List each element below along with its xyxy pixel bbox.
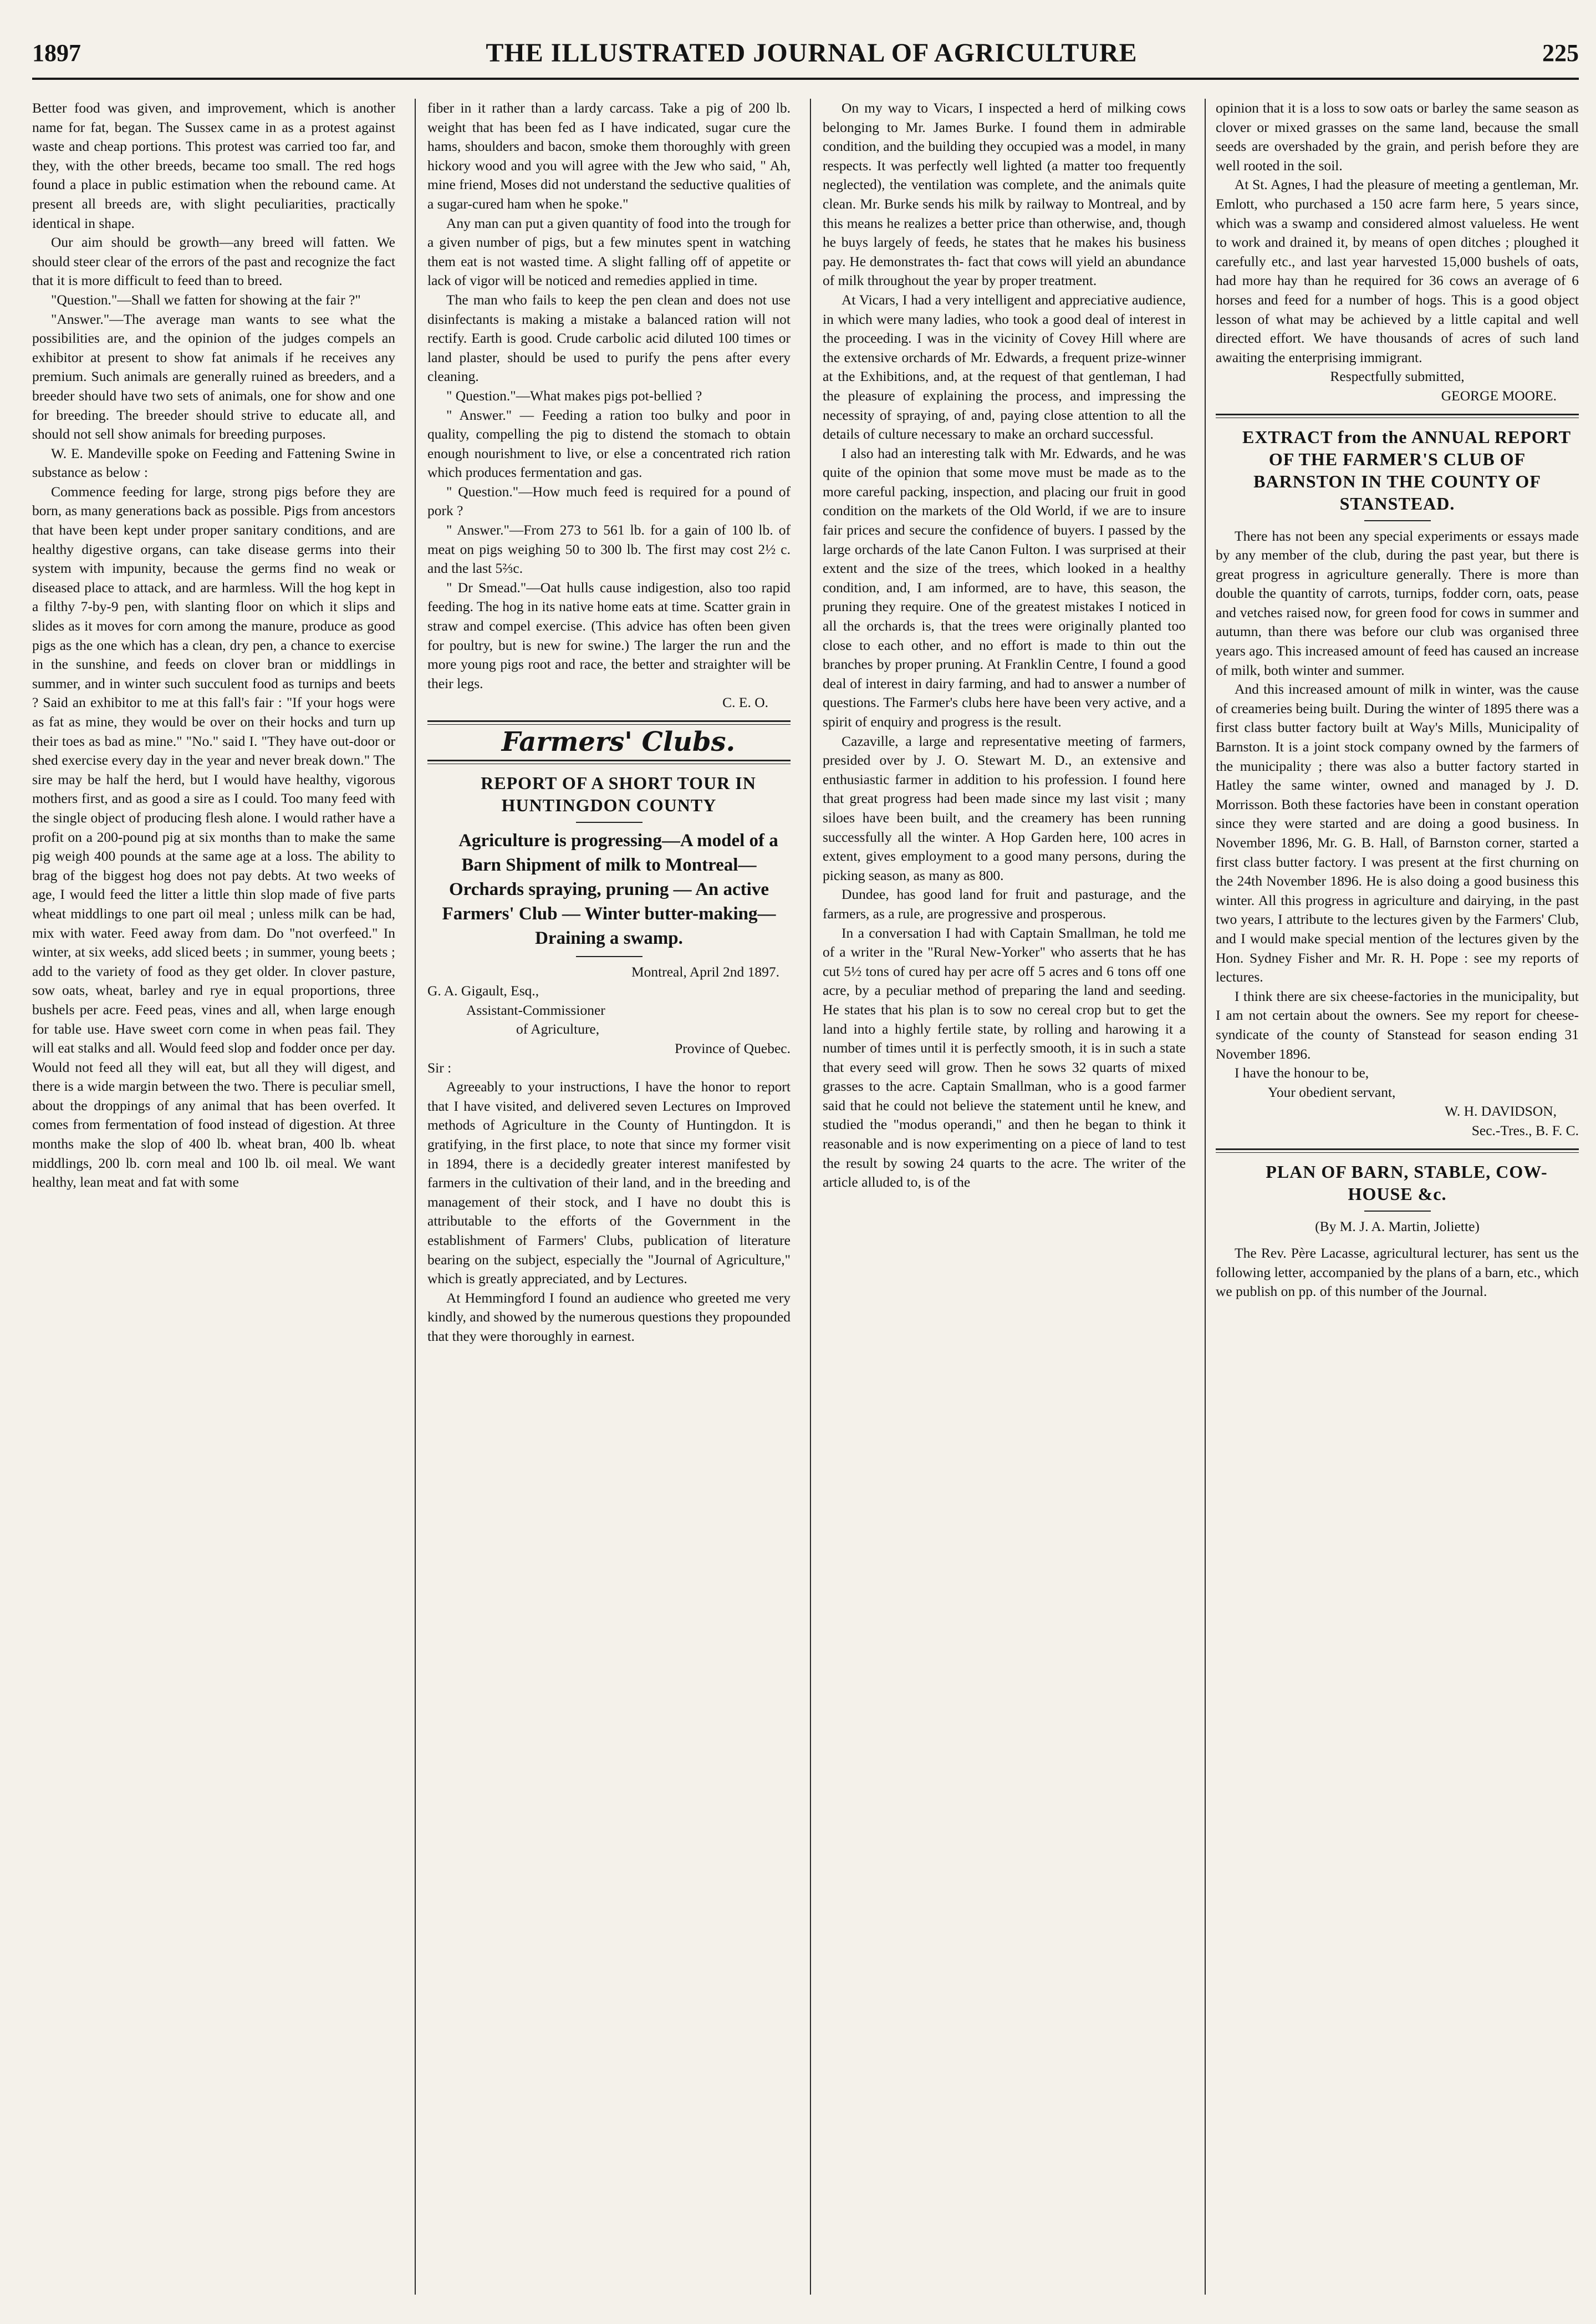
- short-rule: [576, 822, 643, 823]
- paragraph: Any man can put a given quantity of food into the trough for a given number of pigs, but a few minutes spent in watching them eat is not wasted time. A slight falling off of appetite or lack of vigor will be noticed and remedies applied in time.: [427, 215, 791, 289]
- address-line: of Agriculture,: [516, 1021, 600, 1038]
- page-number: 225: [1542, 39, 1579, 67]
- section-divider: [427, 760, 791, 764]
- address-line: G. A. Gigault, Esq.,: [427, 983, 539, 999]
- paragraph: I have the honour to be,: [1235, 1065, 1369, 1081]
- column-rule: [1205, 99, 1206, 2295]
- paragraph: " Answer." — Feeding a ration too bulky and poor in quality, compelling the pig to distend the stomach to obtain enough nourishment to live, or else a concentrated rich ration which produces fermentation and gas.: [427, 406, 791, 481]
- dateline: Montreal, April 2nd 1897.: [631, 963, 779, 980]
- paragraph: " Dr Smead."—Oat hulls cause indigestion, also too rapid feeding. The hog in its native home eats at time. Scatter grain in straw and compel exercise. (This advice has often been given for poultry, but is new for swine.) The larger the run and the more young pigs root and race, the better and straighter will be their legs.: [427, 579, 791, 691]
- signature: C. E. O.: [722, 694, 768, 711]
- closing: Respectfully submitted,: [1330, 368, 1465, 385]
- article-subtitle: Agriculture is progressing—A model of a Barn Shipment of milk to Montreal— Orchards spraying, pruning — An active Farmers' Club — Winter butter-making—Draining a swamp.: [442, 830, 778, 948]
- address-line: Province of Quebec.: [675, 1040, 791, 1056]
- paragraph: Commence feeding for large, strong pigs before they are born, as many generations back as possible. Pigs from ancestors that have been kept under proper sanitary conditions, and are healthy digestive organs, can take disease germs into their system with impunity, because the germs find no weak or diseased place to attack, and are harmless. Will the hog kept in a filthy 7-by-9 pen, with slanting floor on which it slips and slides as it moves for corn among the manure, produce as good pigs as the one which has a clean, dry pen, a chance to exercise in the sunshine, and feeds on clover bran or middlings in summer, and in winter such succulent food as turnips and beets ? Said an exhibitor to me at this fall's fair : "If your hogs were as fat as mine, they would be over on their hocks and turn up their toes as bad as mine." "No." said I. "They have out-door or shed exercise every day in the year and never break down." The sire may be half the herd, but I would have healthy, vigorous mothers first, and as good a sire as I could. Too many feed with the single object of producing flesh alone. I would rather have a profit on a 200-pound pig at six months than to make the same pig weigh 400 pounds at the same age at a loss. The ability to brag of the biggest hog does not pay debts. At two weeks of age, I would feed the litter a little thin slop made of five parts wheat middlings to one part oil meal ; unless milk can be had, mix with water. Feed away from dam. Do "not overfeed." In winter, at six weeks, add sliced beets ; in summer, young beets ; add to the variety of food as they get older. In clover pasture, sow oats, wheat, barley and rye in equal proportions, three bushels per acre. Feed peas, vines and all, when large enough for table use. Have sweet corn come in when peas fail. They will eat stalks and all. Would feed slop and fodder once per day. Would not feed all they will eat, but all they will digest, and there is a wide margin between the two. There is peculiar smell, about the droppings of any animal that has been overfed. It comes from fermentation of food instead of digestion. At three months make the slop of 400 lb. wheat bran, 400 lb. wheat middlings, 200 lb. corn meal and 100 lb. oil meal. We want healthy, lean meat and fat with some: [32, 483, 395, 1191]
- masthead: [32, 28, 1579, 80]
- article-title: EXTRACT from the ANNUAL REPORT OF THE FARMER'S CLUB OF BARNSTON IN THE COUNTY OF STANSTEAD.: [1242, 426, 1572, 513]
- paragraph: fiber in it rather than a lardy carcass. Take a pig of 200 lb. weight that has been fed as I have indicated, sugar cure the hams, shoulders and bacon, smoke them thoroughly with green hickory wood and you will agree with the Jew who said, " Ah, mine friend, Moses did not understand the seductive qualities of a sugar-cured ham when he spoke.": [427, 100, 791, 212]
- signature-title: Sec.-Tres., B. F. C.: [1471, 1122, 1579, 1138]
- paragraph: "Question."—Shall we fatten for showing at the fair ?": [51, 291, 361, 308]
- paragraph: Cazaville, a large and representative meeting of farmers, presided over by J. O. Stewart M. D., an extensive and enthusiastic farmer in addition to his profession. I found here that great progress had been made since my last visit ; many siloes have been built, and the creamery has been running successfully all the winter. A Hop Garden here, 100 acres in extent, gives employment to a good many persons, during the picking season, as many as 800.: [823, 733, 1186, 883]
- paragraph: Better food was given, and improvement, which is another name for fat, began. The Sussex came in as a protest against waste and cheap portions. This protest was carried too far, and they, with the other breeds, became too small. The red hogs found a place in public estimation when the rebound came. At present all breeds are, with slight peculiarities, practically identical in shape.: [32, 100, 395, 231]
- column-3: [823, 99, 1186, 2295]
- year: 1897: [32, 39, 81, 67]
- paragraph: The man who fails to keep the pen clean and does not use disinfectants is making a mistake a balanced ration will not rectify. Earth is good. Crude carbolic acid diluted 100 times or land plaster, should be used to purify the pens after every cleaning.: [427, 291, 791, 385]
- paragraph: At Hemmingford I found an audience who greeted me very kindly, and showed by the numerous questions they propounded that they were thoroughly in earnest.: [427, 1289, 791, 1344]
- address-line: Assistant-Commissioner: [466, 1001, 605, 1018]
- section-heading: Farmers' Clubs.: [501, 726, 736, 757]
- column-4: [1216, 99, 1579, 2295]
- signature: W. H. DAVIDSON,: [1445, 1103, 1557, 1120]
- section-divider: [1216, 1148, 1579, 1153]
- column-rule: [415, 99, 416, 2295]
- paragraph: At St. Agnes, I had the pleasure of meeting a gentleman, Mr. Emlott, who purchased a 150 acre farm here, 5 years since, which was a swamp and considered almost valueless. He went to work and drained it, by means of open ditches ; ploughed it carefully etc., and last year harvested 15,000 bushels of oats, had more hay than he required for 36 cows an average of 6 horses and feed for a number of hogs. This is a good object lesson of what may be achieved by a little capital and well directed effort. We have thousands of acres of such land awaiting the enterprising immigrant.: [1216, 176, 1579, 365]
- paragraph: Dundee, has good land for fruit and pasturage, and the farmers, as a rule, are progressive and prosperous.: [823, 886, 1186, 922]
- paragraph: " Question."—How much feed is required for a pound of pork ?: [427, 483, 791, 519]
- paragraph: At Vicars, I had a very intelligent and appreciative audience, in which were many ladies, who took a good deal of interest in the proceeding. I was in the vicinity of Covey Hill where are the extensive orchards of Mr. Edwards, a frequent prize-winner at the Exhibitions, and, at the request of that gentleman, I had the pleasure of explaining the process, and impressing the necessity of spraying, of and, paying close attention to all the details of culture necessary to make an orchard successful.: [823, 291, 1186, 443]
- paragraph: And this increased amount of milk in winter, was the cause of creameries being built. During the winter of 1895 there was a first class butter factory built at Way's Mills, Municipality of Barnston. It is a joint stock company owned by the farmers of the municipality ; there was also a butter factory started in Hatley the same winter, owned and managed by J. D. Morrisson. Both these factories have been in constant operation since they were started and are doing a good business. In November 1896, Mr. G. B. Hall, of Barnston corner, started a first class butter factory. I was present at the first churning on the 24th November 1896. He is also doing a good business this winter. All this progress in agriculture and dairying, in the past two years, I attribute to the lectures given by the Farmers' Club, and I would make special mention of the lectures given by the Hon. Sydney Fisher and Mr. R. H. Pope : see my reports of lectures.: [1216, 681, 1579, 985]
- journal-title: THE ILLUSTRATED JOURNAL OF AGRICULTURE: [486, 38, 1138, 68]
- paragraph: Your obedient servant,: [1268, 1084, 1396, 1100]
- paragraph: Our aim should be growth—any breed will fatten. We should steer clear of the errors of the past and recognize the fact that it is more difficult to feed than to breed.: [32, 234, 395, 289]
- paragraph: The Rev. Père Lacasse, agricultural lecturer, has sent us the following letter, accompanied by the plans of a barn, etc., which we publish on pp. of this number of the Journal.: [1216, 1245, 1579, 1300]
- column-2: [427, 99, 791, 2295]
- paragraph: W. E. Mandeville spoke on Feeding and Fattening Swine in substance as below :: [32, 445, 395, 481]
- paragraph: Agreeably to your instructions, I have the honor to report that I have visited, and delivered seven Lectures on Improved methods of Agriculture in the County of Huntingdon. It is gratifying, in the first place, to note that since my former visit in 1894, there is a decidedly greater interest manifested by farmers in the cultivation of their land, and in the breeding and management of their stock, and I have no doubt this is attributable to the efforts of the Government in the establishment of Farmers' Clubs, publication of literature bearing on the subject, especially the "Journal of Agriculture," which is greatly appreciated, and by Lectures.: [427, 1079, 791, 1287]
- byline: (By M. J. A. Martin, Joliette): [1315, 1218, 1480, 1234]
- paragraph: On my way to Vicars, I inspected a herd of milking cows belonging to Mr. James Burke. I found them in admirable condition, and the building they occupied was a model, in many respects. It was perfectly well lighted (a matter too frequently neglected), the ventilation was complete, and the animals quite clean. Mr. Burke sends his milk by railway to Montreal, and by this means he realizes a better price than otherwise, and, though he buys largely of feeds, he states that he makes his business pay. He demonstrates th- fact that cows will yield an abundance of milk throughout the year by proper treatment.: [823, 100, 1186, 289]
- paragraph: opinion that it is a loss to sow oats or barley the same season as clover or mixed grasses on the same land, because the small seeds are overshaded by the grain, and perish before they are well rooted in the soil.: [1216, 100, 1579, 174]
- columns: [32, 99, 1579, 2295]
- paragraph: In a conversation I had with Captain Smallman, he told me of a writer in the "Rural New-Yorker" who asserts that he has cut 5½ tons of cured hay per acre off 5 acres and 6 tons off one acre, by a peculiar method of preparing the land and seeding. He states that his plan is to sow no cereal crop but to get the land into a highly fertile state, by rolling and harowing it a number of times until it is perfectly smooth, it is in such a state that every seed will grow. Then he sows 32 quarts of mixed grasses to the acre. Captain Smallman, who is a good farmer said that he could not believe the statement until he knew, and studied the "modus operandi," and then he began to think it reasonable and is now experimenting on a piece of land to test the result by sowing 24 quarts to the acre. The writer of the article alluded to, is of the: [823, 924, 1186, 1191]
- short-rule: [1364, 520, 1431, 521]
- column-1: [32, 99, 395, 2295]
- paragraph: I think there are six cheese-factories in the municipality, but I am not certain about the owners. See my report for cheese-syndicate of the county of Stanstead for season ending 31 November 1896.: [1216, 988, 1579, 1062]
- paragraph: " Answer."—From 273 to 561 lb. for a gain of 100 lb. of meat on pigs weighing 50 to 300 lb. The first may cost 2½ c. and the last 5⅔c.: [427, 522, 791, 577]
- paragraph: "Answer."—The average man wants to see what the possibilities are, and the opinion of the judges compels an exhibitor at present to show fat animals if he receives any premium. Such animals are generally ruined as breeders, and a breeder should have two sets of animals, one for show and one for breeding. The breeder should strive to educate all, and should not sell show animals for breeding purposes.: [32, 311, 395, 443]
- paragraph: I also had an interesting talk with Mr. Edwards, and he was quite of the opinion that some move must be made as to the more careful packing, inspection, and placing our fruit in good condition on the markets of the Old World, if we are to insure fair prices and secure the confidence of buyers. I passed by the large orchards of the late Canon Fulton. I was surprised at their extent and the size of the trees, which looked in a healthy condition, and, I am informed, are to have, this season, the pruning they require. One of the greatest mistakes I noticed in all the orchards is, that the trees were originally planted too close to each other, and no effort is made to thin out the branches by proper pruning. At Franklin Centre, I found a good deal of interest in dairy farming, and had to answer a number of questions. The Farmer's clubs here have been very active, and a spirit of enquiry and progress is the result.: [823, 445, 1186, 730]
- section-divider: [427, 720, 791, 725]
- salutation: Sir :: [427, 1059, 452, 1076]
- paragraph: " Question."—What makes pigs pot-bellied ?: [446, 387, 702, 404]
- article-title: REPORT OF A SHORT TOUR IN HUNTINGDON COUNTY: [481, 772, 756, 815]
- journal-page: [32, 28, 1579, 2307]
- short-rule: [576, 956, 643, 957]
- short-rule: [1364, 1211, 1431, 1212]
- paragraph: There has not been any special experiments or essays made by any member of the club, during the past year, but there is great progress in agriculture generally. There is more than double the quantity of carrots, turnips, fodder corn, oats, pease and vetches raised now, for green food for cows in summer and autumn, than there was before our club was organised three years ago. This increased amount of feed has caused an increase of milk, both winter and summer.: [1216, 527, 1579, 678]
- column-rule: [810, 99, 811, 2295]
- article-title: PLAN OF BARN, STABLE, COW-HOUSE &c.: [1266, 1161, 1548, 1204]
- signature: GEORGE MOORE.: [1441, 387, 1557, 404]
- section-divider: [1216, 414, 1579, 418]
